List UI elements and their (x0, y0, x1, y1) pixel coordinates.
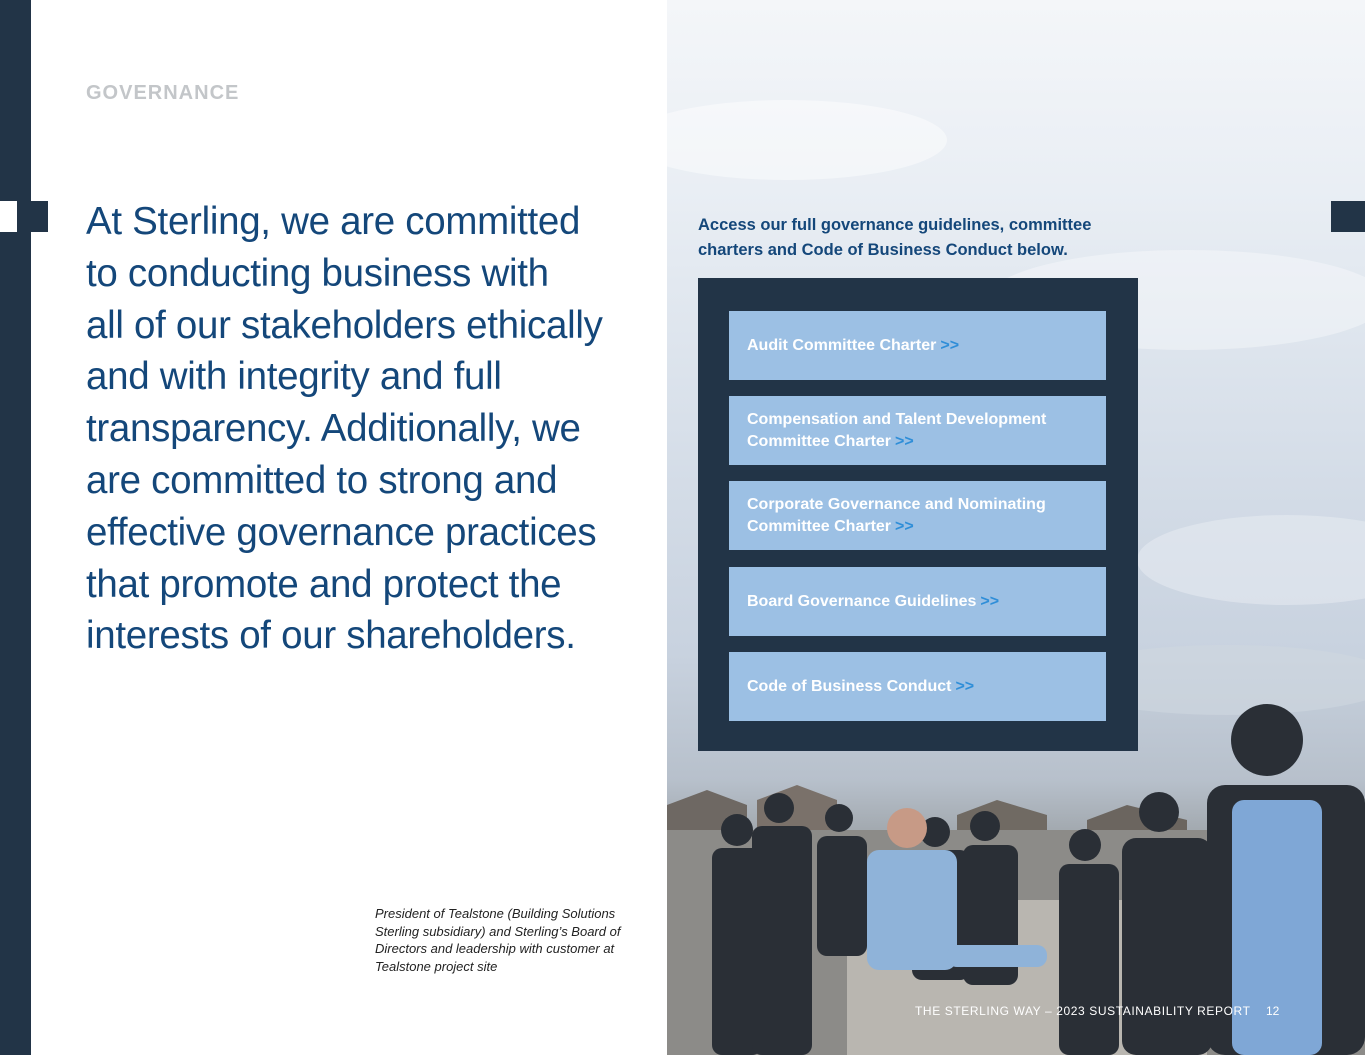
double-arrow-icon: >> (895, 517, 914, 535)
link-label: Corporate Governance and Nominating (747, 495, 1046, 513)
lead-line: effective governance practices (86, 510, 597, 554)
link-text (747, 591, 999, 613)
intro-line: charters and Code of Business Conduct below. (698, 241, 1068, 259)
double-arrow-icon: >> (940, 336, 960, 354)
lead-line: all of our stakeholders ethically (86, 303, 603, 347)
lead-line: At Sterling, we are committed (86, 200, 581, 243)
lead-line: that promote and protect the (86, 562, 562, 606)
caption-line: Tealstone project site (375, 958, 498, 974)
board-governance-guidelines-link[interactable] (729, 567, 1106, 636)
link-label: Compensation and Talent Development (747, 410, 1047, 428)
lead-statement (86, 196, 626, 662)
link-label: Committee Charter (747, 432, 892, 450)
lead-line: and with integrity and full (86, 355, 502, 399)
lead-line: transparency. Additionally, we (86, 407, 581, 451)
caption-line: Sterling subsidiary) and Sterling’s Board of (375, 923, 621, 939)
lead-line: to conducting business with (86, 251, 549, 295)
caption-line: Directors and leadership with customer at (375, 941, 615, 956)
link-label: Committee Charter (747, 517, 892, 535)
left-tab-notch (0, 201, 17, 232)
caption-line: President of Tealstone (Building Solutions (375, 906, 616, 921)
compensation-committee-charter-link[interactable] (729, 396, 1106, 465)
link-label: Audit Committee Charter (747, 336, 937, 354)
link-label: Board Governance Guidelines (747, 592, 977, 610)
lead-line: interests of our shareholders. (86, 614, 576, 658)
left-tab-marker (31, 201, 48, 232)
photo-caption (375, 905, 655, 975)
link-text (747, 676, 974, 698)
code-of-business-conduct-link[interactable] (729, 652, 1106, 721)
lead-line: are committed to strong and (86, 458, 558, 502)
right-tab-marker (1331, 201, 1365, 232)
governance-intro (698, 213, 1138, 263)
link-text (747, 409, 1046, 453)
left-accent-bar (0, 0, 31, 1055)
governance-links-panel (698, 278, 1138, 751)
footer-report-title: THE STERLING WAY – 2023 SUSTAINABILITY REPORT (915, 1004, 1251, 1018)
double-arrow-icon: >> (980, 592, 1000, 610)
link-label: Code of Business Conduct (747, 677, 952, 695)
section-label: GOVERNANCE (86, 82, 240, 104)
audit-committee-charter-link[interactable] (729, 311, 1106, 380)
link-text (747, 335, 959, 357)
double-arrow-icon: >> (895, 432, 914, 450)
governance-nominating-charter-link[interactable] (729, 481, 1106, 550)
page-number: 12 (1266, 1004, 1280, 1018)
double-arrow-icon: >> (955, 677, 975, 695)
link-text (747, 494, 1046, 538)
intro-line: Access our full governance guidelines, committee (698, 216, 1092, 234)
